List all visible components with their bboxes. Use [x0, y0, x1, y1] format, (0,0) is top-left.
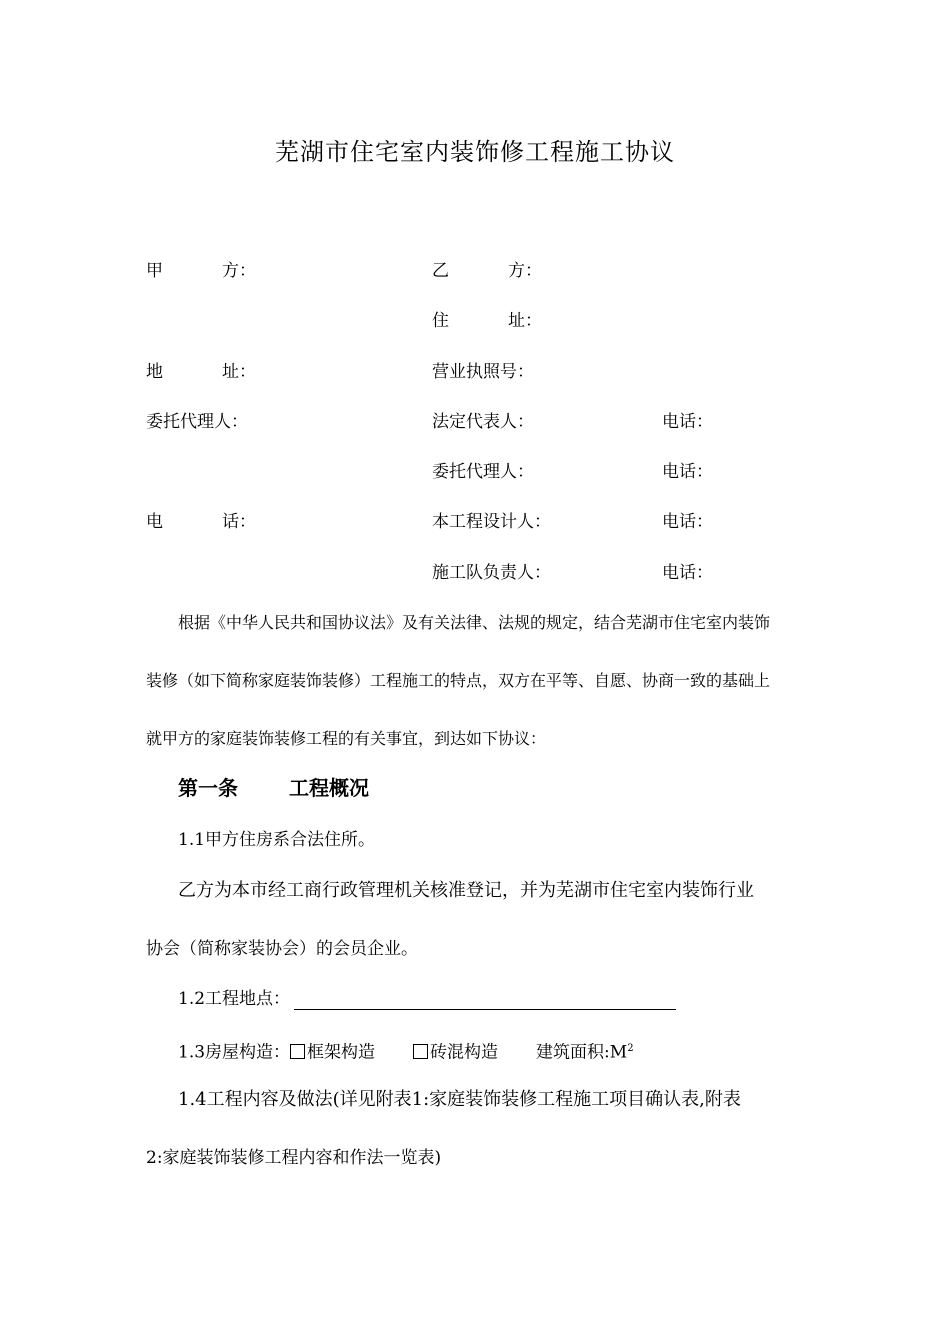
party-a-agent-label: 委托代理人： [146, 412, 248, 432]
clause-1-4-line-2: 2:家庭装饰装修工程内容和作法一览表) [146, 1148, 442, 1168]
brick-structure-checkbox[interactable] [413, 1044, 428, 1059]
intro-line-2: 装修（如下简称家庭装饰装修）工程施工的特点，双方在平等、自愿、协商一致的基础上 [146, 671, 771, 690]
team-lead-phone-label: 电话： [662, 563, 713, 583]
building-area-label: 建筑面积:M [536, 1042, 628, 1063]
article-1-heading [178, 772, 369, 801]
clause-1-1-line-2: 乙方为本市经工商行政管理机关核准登记，并为芜湖市住宅室内装饰行业 [178, 880, 754, 901]
clause-1-3-label: 1.3房屋构造： [178, 1042, 291, 1063]
designer-phone-label: 电话： [662, 512, 713, 532]
party-b-label-suffix: 方： [508, 261, 542, 281]
party-a-label: 甲 [146, 261, 163, 281]
building-area-unit-sup: 2 [627, 1043, 634, 1054]
article-1-number: 第一条 [178, 776, 238, 800]
designer-label: 本工程设计人： [432, 512, 551, 532]
party-b-address-label: 住 [432, 311, 449, 331]
clause-1-4-line-1: 1.4工程内容及做法(详见附表1:家庭装饰装修工程施工项目确认表,附表 [178, 1089, 741, 1110]
clause-1-2-label: 1.2工程地点： [178, 989, 291, 1009]
article-1-title: 工程概况 [288, 776, 369, 800]
party-b-license-label: 营业执照号： [432, 362, 534, 382]
team-lead-label: 施工队负责人： [432, 563, 551, 583]
agent-phone-label: 电话： [662, 462, 713, 482]
party-b-address-label-suffix: 址： [508, 311, 542, 331]
party-a-address-label-suffix: 址： [222, 362, 256, 382]
frame-structure-label: 框架构造 [307, 1042, 376, 1063]
party-a-phone-label-suffix: 话： [222, 512, 256, 532]
clause-1-1: 1.1甲方住房系合法住所。 [178, 830, 376, 850]
clause-1-2 [178, 988, 676, 1010]
project-location-field[interactable] [294, 991, 676, 1010]
legal-rep-phone-label: 电话： [662, 412, 713, 432]
party-b-agent-label: 委托代理人： [432, 462, 534, 482]
intro-line-3: 就甲方的家庭装饰装修工程的有关事宜，到达如下协议： [146, 729, 547, 748]
party-a-label-suffix: 方： [222, 261, 256, 281]
clause-1-1-line-3: 协会（简称家装协会）的会员企业。 [146, 939, 418, 959]
party-b-label: 乙 [432, 261, 449, 281]
party-a-address-label: 地 [146, 362, 163, 382]
frame-structure-checkbox[interactable] [290, 1044, 305, 1059]
intro-line-1: 根据《中华人民共和国协议法》及有关法律、法规的规定，结合芜湖市住宅室内装饰 [178, 613, 771, 632]
document-title: 芜湖市住宅室内装饰修工程施工协议 [275, 138, 675, 166]
brick-structure-label: 砖混构造 [430, 1042, 499, 1063]
party-b-legal-rep-label: 法定代表人： [432, 412, 534, 432]
party-a-phone-label: 电 [146, 512, 163, 532]
clause-1-3 [178, 1038, 634, 1064]
